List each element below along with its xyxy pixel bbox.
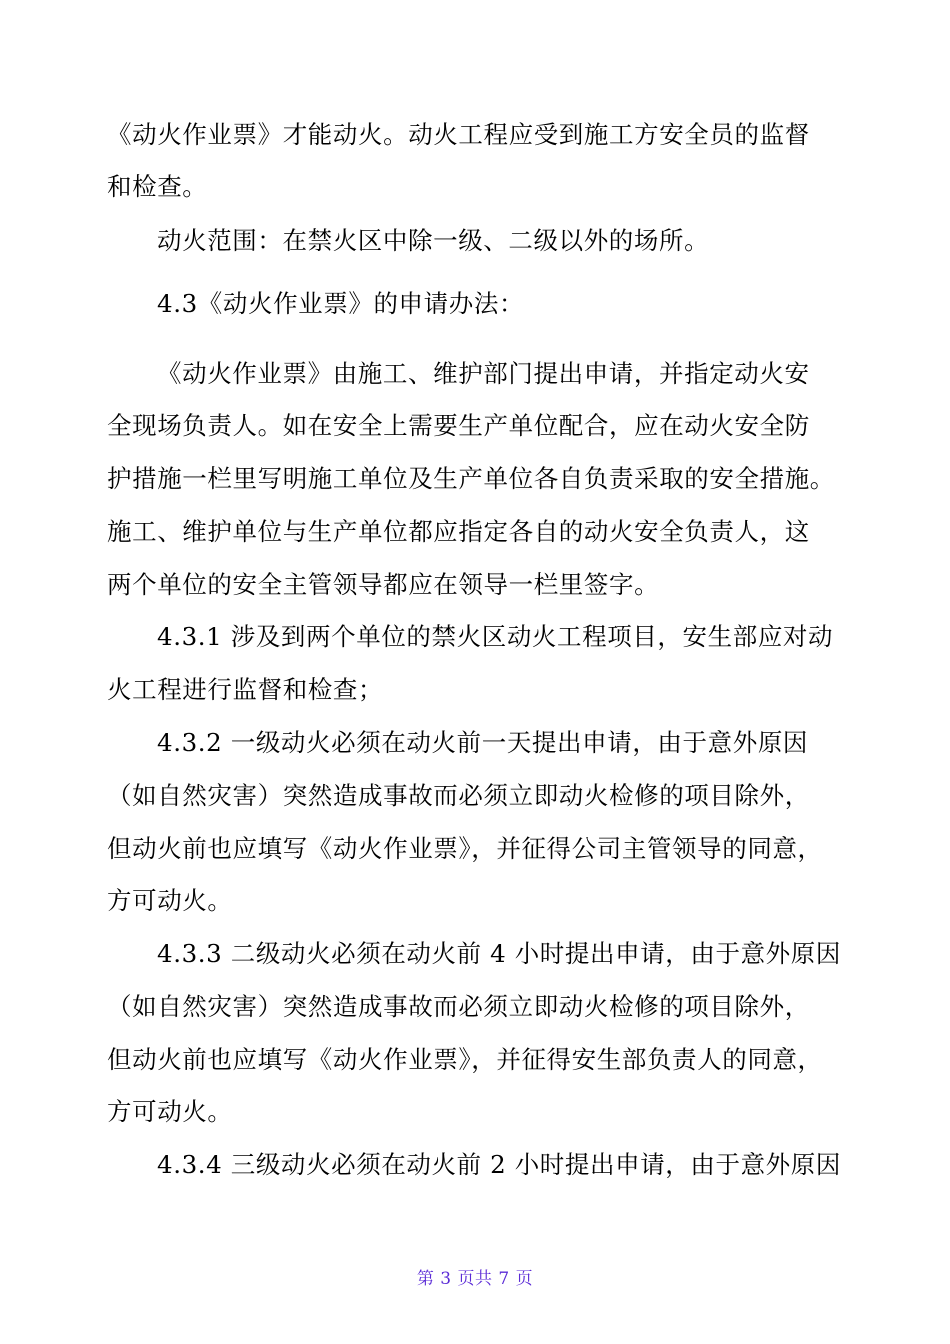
text-line: 火工程进行监督和检查； [107,675,384,704]
text-line: 4.3.1 涉及到两个单位的禁火区动火工程项目，安生部应对动 [157,622,834,651]
text-line: （如自然灾害）突然造成事故而必须立即动火检修的项目除外， [107,781,810,810]
text-line: 但动火前也应填写《动火作业票》，并征得公司主管领导的同意， [107,834,823,863]
text-line: 方可动火。 [107,886,233,915]
text-line: 方可动火。 [107,1097,233,1126]
text-line: 但动火前也应填写《动火作业票》，并征得安生部负责人的同意， [107,1045,823,1074]
text-line: 《动火作业票》由施工、维护部门提出申请，并指定动火安 [157,359,810,388]
text-line: 《动火作业票》才能动火。动火工程应受到施工方安全员的监督 [107,120,810,149]
text-line: （如自然灾害）突然造成事故而必须立即动火检修的项目除外， [107,992,810,1021]
text-line: 两个单位的安全主管领导都应在领导一栏里签字。 [107,570,660,599]
text-line: 护措施一栏里写明施工单位及生产单位各自负责采取的安全措施。 [107,464,835,493]
page-number-footer: 第 3 页共 7 页 [416,1269,534,1289]
text-line: 全现场负责人。如在安全上需要生产单位配合，应在动火安全防 [107,411,810,440]
text-line: 动火范围：在禁火区中除一级、二级以外的场所。 [157,226,710,255]
text-line: 4.3.4 三级动火必须在动火前 2 小时提出申请，由于意外原因 [157,1150,841,1179]
text-line: 和检查。 [107,172,208,201]
section-heading: 4.3《动火作业票》的申请办法： [157,289,525,318]
text-line: 4.3.3 二级动火必须在动火前 4 小时提出申请，由于意外原因 [157,939,841,968]
text-line: 4.3.2 一级动火必须在动火前一天提出申请，由于意外原因 [157,728,809,757]
text-line: 施工、维护单位与生产单位都应指定各自的动火安全负责人，这 [107,517,810,546]
